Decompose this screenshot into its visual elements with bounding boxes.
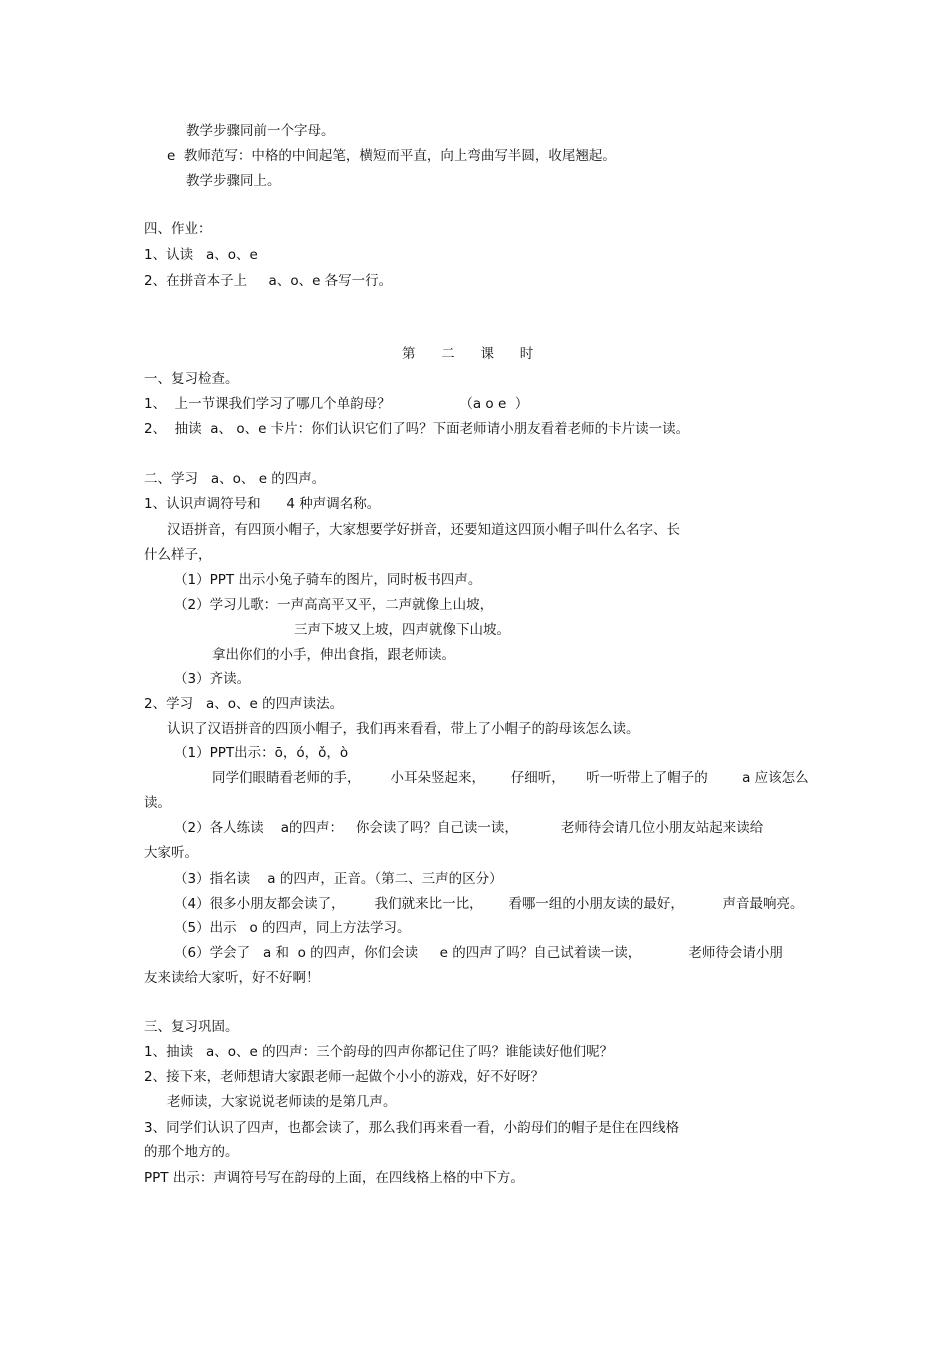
- text-line: 1、认识声调符号和 4 种声调名称。: [144, 496, 381, 512]
- section-heading: 四、作业：: [144, 221, 212, 237]
- text-line: 2、 抽读 a、 o、e 卡片：你们认识它们了吗？下面老师请小朋友看着老师的卡片读一读。: [144, 421, 690, 437]
- text-line: 什么样子，: [144, 547, 212, 563]
- text-line: 1、 上一节课我们学习了哪几个单韵母？ （a o e ）: [144, 396, 529, 412]
- text-line: （5）出示 o 的四声，同上方法学习。: [174, 920, 411, 936]
- text-line: 2、接下来，老师想请大家跟老师一起做个小小的游戏，好不好呀？: [144, 1069, 545, 1085]
- text-line: 教学步骤同前一个字母。: [186, 123, 335, 139]
- text-line: e 教师范写：中格的中间起笔，横短而平直，向上弯曲写半圆，收尾翘起。: [167, 148, 616, 164]
- text-line: 同学们眼睛看老师的手， 小耳朵竖起来， 仔细听， 听一听带上了帽子的 a 应该怎么: [212, 770, 809, 786]
- text-line: 认识了汉语拼音的四顶小帽子，我们再来看看，带上了小帽子的韵母该怎么读。: [167, 721, 640, 737]
- text-line: 1、抽读 a、o、e 的四声：三个韵母的四声你都记住了吗？谁能读好他们呢？: [144, 1044, 614, 1060]
- lesson-title: 第 二 课 时: [402, 346, 534, 362]
- text-line: （4）很多小朋友都会读了， 我们就来比一比， 看哪一组的小朋友读的最好， 声音最响亮。: [174, 896, 804, 912]
- text-line: 1、认读 a、o、e: [144, 247, 258, 263]
- text-line: （1）PPT 出示小兔子骑车的图片，同时板书四声。: [174, 572, 482, 588]
- text-line: 2、在拼音本子上 a、o、e 各写一行。: [144, 273, 393, 289]
- text-line: 汉语拼音，有四顶小帽子，大家想要学好拼音，还要知道这四顶小帽子叫什么名字、长: [167, 522, 680, 538]
- section-heading: 二、学习 a、o、 e 的四声。: [144, 471, 326, 487]
- section-heading: 一、复习检查。: [144, 371, 239, 387]
- section-heading: 三、复习巩固。: [144, 1019, 239, 1035]
- text-line: （2）学习儿歌：一声高高平又平，二声就像上山坡，: [174, 597, 494, 613]
- text-line: 老师读，大家说说老师读的是第几声。: [167, 1094, 397, 1110]
- text-line: （6）学会了 a 和 o 的四声，你们会读 e 的四声了吗？自己试着读一读， 老师待会请小朋: [174, 945, 783, 961]
- text-line: （3）指名读 a 的四声，正音。（第二、三声的区分）: [174, 871, 503, 887]
- text-line: PPT 出示：声调符号写在韵母的上面，在四线格上格的中下方。: [144, 1170, 524, 1186]
- text-line: 拿出你们的小手，伸出食指，跟老师读。: [212, 647, 455, 663]
- text-line: 的那个地方的。: [144, 1144, 239, 1160]
- text-line: 2、学习 a、o、e 的四声读法。: [144, 696, 344, 712]
- text-line: 三声下坡又上坡，四声就像下山坡。: [294, 622, 510, 638]
- text-line: 友来读给大家听，好不好啊！: [144, 970, 320, 986]
- text-line: （1）PPT出示：ō，ó，ǒ，ò: [174, 745, 349, 761]
- text-line: （3）齐读。: [174, 671, 251, 687]
- text-line: （2）各人练读 a的四声： 你会读了吗？自己读一读， 老师待会请几位小朋友站起来读给: [174, 820, 764, 836]
- text-line: 教学步骤同上。: [186, 173, 281, 189]
- text-line: 3、同学们认识了四声，也都会读了，那么我们再来看一看，小韵母们的帽子是住在四线格: [144, 1120, 680, 1136]
- text-line: 读。: [144, 795, 171, 811]
- text-line: 大家听。: [144, 845, 198, 861]
